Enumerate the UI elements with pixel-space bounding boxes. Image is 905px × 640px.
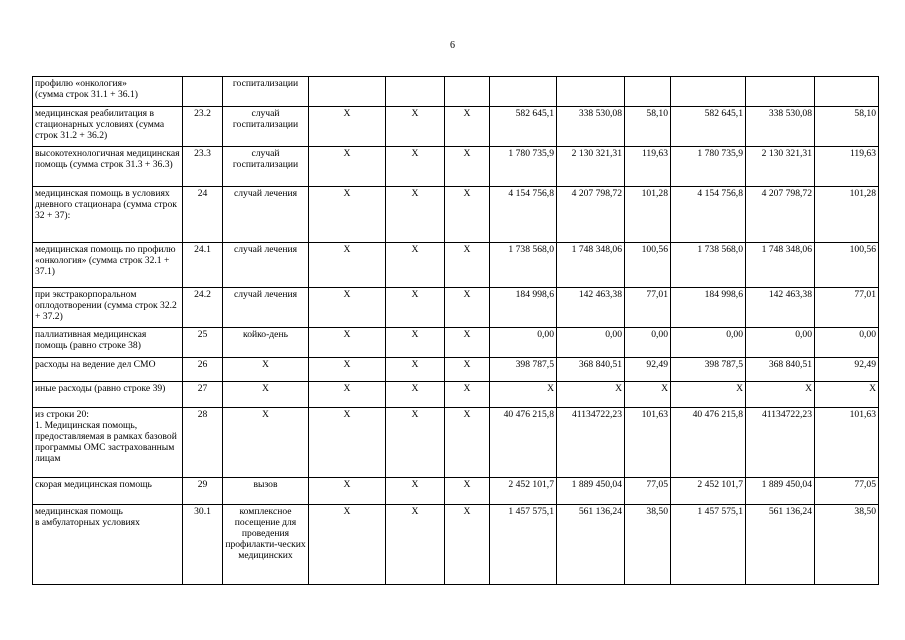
- line-number-cell: 29: [183, 478, 223, 505]
- planned-amount-cell: [671, 77, 746, 107]
- actual-amount-cell: [557, 77, 625, 107]
- actual-amount-cell: 4 207 798,72: [746, 187, 815, 243]
- per-capita-cell: X: [445, 328, 490, 358]
- cost-norm-cell: X: [386, 328, 445, 358]
- percent-cell: [625, 77, 671, 107]
- percent-cell: 38,50: [625, 505, 671, 585]
- actual-amount-cell: 338 530,08: [746, 107, 815, 147]
- indicator-name-cell: при экстракорпоральном оплодотворении (сумма строк 32.2 + 37.2): [33, 288, 183, 328]
- percent-cell: X: [815, 382, 879, 408]
- indicator-name-cell: медицинская помощь в условиях дневного стационара (сумма строк 32 + 37):: [33, 187, 183, 243]
- cost-norm-cell: X: [386, 478, 445, 505]
- planned-amount-cell: 40 476 215,8: [490, 408, 557, 478]
- indicator-name-cell: паллиативная медицинская помощь (равно строке 38): [33, 328, 183, 358]
- table-row: [33, 358, 879, 382]
- per-capita-cell: X: [445, 382, 490, 408]
- table-row: [33, 328, 879, 358]
- planned-amount-cell: 1 738 568,0: [671, 243, 746, 288]
- unit-cell: случай лечения: [223, 187, 309, 243]
- planned-amount-cell: [490, 77, 557, 107]
- unit-cell: госпитализации: [223, 77, 309, 107]
- volume-norm-cell: [309, 77, 386, 107]
- cost-norm-cell: X: [386, 358, 445, 382]
- percent-cell: 119,63: [815, 147, 879, 187]
- indicator-name-cell: из строки 20: 1. Медицинская помощь, предоставляемая в рамках базовой программы ОМС застрахованным лицам: [33, 408, 183, 478]
- indicator-name-cell: профилю «онкология» (сумма строк 31.1 + 36.1): [33, 77, 183, 107]
- actual-amount-cell: 368 840,51: [746, 358, 815, 382]
- actual-amount-cell: 2 130 321,31: [746, 147, 815, 187]
- actual-amount-cell: X: [746, 382, 815, 408]
- percent-cell: 77,05: [815, 478, 879, 505]
- actual-amount-cell: 1 889 450,04: [557, 478, 625, 505]
- actual-amount-cell: 1 889 450,04: [746, 478, 815, 505]
- line-number-cell: 28: [183, 408, 223, 478]
- volume-norm-cell: X: [309, 505, 386, 585]
- planned-amount-cell: X: [671, 382, 746, 408]
- page-number: 6: [450, 40, 455, 51]
- planned-amount-cell: 582 645,1: [490, 107, 557, 147]
- unit-cell: комплексное посещение для проведения профилакти-ческих медицинских: [223, 505, 309, 585]
- cost-norm-cell: X: [386, 147, 445, 187]
- actual-amount-cell: 368 840,51: [557, 358, 625, 382]
- unit-cell: X: [223, 382, 309, 408]
- cost-norm-cell: X: [386, 187, 445, 243]
- per-capita-cell: [445, 77, 490, 107]
- percent-cell: 100,56: [625, 243, 671, 288]
- volume-norm-cell: X: [309, 382, 386, 408]
- percent-cell: 0,00: [815, 328, 879, 358]
- volume-norm-cell: X: [309, 328, 386, 358]
- percent-cell: 101,63: [625, 408, 671, 478]
- financing-table: [32, 76, 879, 585]
- planned-amount-cell: 4 154 756,8: [671, 187, 746, 243]
- planned-amount-cell: 582 645,1: [671, 107, 746, 147]
- unit-cell: койко-день: [223, 328, 309, 358]
- per-capita-cell: X: [445, 243, 490, 288]
- actual-amount-cell: 338 530,08: [557, 107, 625, 147]
- actual-amount-cell: 561 136,24: [557, 505, 625, 585]
- per-capita-cell: X: [445, 478, 490, 505]
- percent-cell: 38,50: [815, 505, 879, 585]
- actual-amount-cell: 0,00: [557, 328, 625, 358]
- line-number-cell: [183, 77, 223, 107]
- table-row: [33, 187, 879, 243]
- planned-amount-cell: 2 452 101,7: [490, 478, 557, 505]
- indicator-name-cell: медицинская помощь в амбулаторных условиях: [33, 505, 183, 585]
- cost-norm-cell: X: [386, 505, 445, 585]
- volume-norm-cell: X: [309, 107, 386, 147]
- planned-amount-cell: 1 457 575,1: [490, 505, 557, 585]
- indicator-name-cell: медицинская реабилитация в стационарных условиях (сумма строк 31.2 + 36.2): [33, 107, 183, 147]
- planned-amount-cell: 184 998,6: [490, 288, 557, 328]
- unit-cell: X: [223, 358, 309, 382]
- planned-amount-cell: 2 452 101,7: [671, 478, 746, 505]
- unit-cell: случай госпитализации: [223, 107, 309, 147]
- actual-amount-cell: 4 207 798,72: [557, 187, 625, 243]
- per-capita-cell: X: [445, 505, 490, 585]
- planned-amount-cell: 1 780 735,9: [671, 147, 746, 187]
- line-number-cell: 23.3: [183, 147, 223, 187]
- volume-norm-cell: X: [309, 358, 386, 382]
- per-capita-cell: X: [445, 107, 490, 147]
- percent-cell: 77,01: [625, 288, 671, 328]
- line-number-cell: 26: [183, 358, 223, 382]
- planned-amount-cell: 398 787,5: [490, 358, 557, 382]
- planned-amount-cell: 1 457 575,1: [671, 505, 746, 585]
- percent-cell: 101,28: [625, 187, 671, 243]
- table-row: [33, 408, 879, 478]
- volume-norm-cell: X: [309, 288, 386, 328]
- indicator-name-cell: высокотехнологичная медицинская помощь (сумма строк 31.3 + 36.3): [33, 147, 183, 187]
- table-row: [33, 288, 879, 328]
- unit-cell: вызов: [223, 478, 309, 505]
- volume-norm-cell: X: [309, 408, 386, 478]
- actual-amount-cell: 1 748 348,06: [746, 243, 815, 288]
- actual-amount-cell: 561 136,24: [746, 505, 815, 585]
- volume-norm-cell: X: [309, 478, 386, 505]
- line-number-cell: 27: [183, 382, 223, 408]
- percent-cell: 58,10: [815, 107, 879, 147]
- indicator-name-cell: иные расходы (равно строке 39): [33, 382, 183, 408]
- percent-cell: 119,63: [625, 147, 671, 187]
- percent-cell: 92,49: [815, 358, 879, 382]
- actual-amount-cell: 41134722,23: [557, 408, 625, 478]
- volume-norm-cell: X: [309, 147, 386, 187]
- percent-cell: [815, 77, 879, 107]
- planned-amount-cell: 4 154 756,8: [490, 187, 557, 243]
- table-body: [33, 77, 879, 585]
- per-capita-cell: X: [445, 408, 490, 478]
- actual-amount-cell: X: [557, 382, 625, 408]
- table-row: [33, 505, 879, 585]
- volume-norm-cell: X: [309, 243, 386, 288]
- table-row: [33, 478, 879, 505]
- percent-cell: 101,63: [815, 408, 879, 478]
- percent-cell: 101,28: [815, 187, 879, 243]
- table-row: [33, 107, 879, 147]
- actual-amount-cell: 0,00: [746, 328, 815, 358]
- percent-cell: 77,05: [625, 478, 671, 505]
- planned-amount-cell: 0,00: [671, 328, 746, 358]
- line-number-cell: 30.1: [183, 505, 223, 585]
- actual-amount-cell: 2 130 321,31: [557, 147, 625, 187]
- percent-cell: 100,56: [815, 243, 879, 288]
- actual-amount-cell: [746, 77, 815, 107]
- cost-norm-cell: X: [386, 107, 445, 147]
- line-number-cell: 23.2: [183, 107, 223, 147]
- percent-cell: 92,49: [625, 358, 671, 382]
- percent-cell: 77,01: [815, 288, 879, 328]
- percent-cell: 0,00: [625, 328, 671, 358]
- cost-norm-cell: X: [386, 408, 445, 478]
- actual-amount-cell: 41134722,23: [746, 408, 815, 478]
- table-row: [33, 243, 879, 288]
- per-capita-cell: X: [445, 147, 490, 187]
- cost-norm-cell: X: [386, 243, 445, 288]
- unit-cell: случай госпитализации: [223, 147, 309, 187]
- planned-amount-cell: 0,00: [490, 328, 557, 358]
- line-number-cell: 24: [183, 187, 223, 243]
- planned-amount-cell: 1 780 735,9: [490, 147, 557, 187]
- actual-amount-cell: 142 463,38: [746, 288, 815, 328]
- volume-norm-cell: X: [309, 187, 386, 243]
- actual-amount-cell: 1 748 348,06: [557, 243, 625, 288]
- planned-amount-cell: 398 787,5: [671, 358, 746, 382]
- unit-cell: X: [223, 408, 309, 478]
- cost-norm-cell: X: [386, 382, 445, 408]
- line-number-cell: 25: [183, 328, 223, 358]
- per-capita-cell: X: [445, 187, 490, 243]
- planned-amount-cell: 184 998,6: [671, 288, 746, 328]
- planned-amount-cell: 40 476 215,8: [671, 408, 746, 478]
- line-number-cell: 24.1: [183, 243, 223, 288]
- unit-cell: случай лечения: [223, 288, 309, 328]
- cost-norm-cell: [386, 77, 445, 107]
- table-row: [33, 147, 879, 187]
- line-number-cell: 24.2: [183, 288, 223, 328]
- indicator-name-cell: расходы на ведение дел СМО: [33, 358, 183, 382]
- table-row: [33, 382, 879, 408]
- per-capita-cell: X: [445, 288, 490, 328]
- per-capita-cell: X: [445, 358, 490, 382]
- table-row: [33, 77, 879, 107]
- indicator-name-cell: скорая медицинская помощь: [33, 478, 183, 505]
- planned-amount-cell: 1 738 568,0: [490, 243, 557, 288]
- percent-cell: 58,10: [625, 107, 671, 147]
- planned-amount-cell: X: [490, 382, 557, 408]
- percent-cell: X: [625, 382, 671, 408]
- unit-cell: случай лечения: [223, 243, 309, 288]
- indicator-name-cell: медицинская помощь по профилю «онкология» (сумма строк 32.1 + 37.1): [33, 243, 183, 288]
- actual-amount-cell: 142 463,38: [557, 288, 625, 328]
- cost-norm-cell: X: [386, 288, 445, 328]
